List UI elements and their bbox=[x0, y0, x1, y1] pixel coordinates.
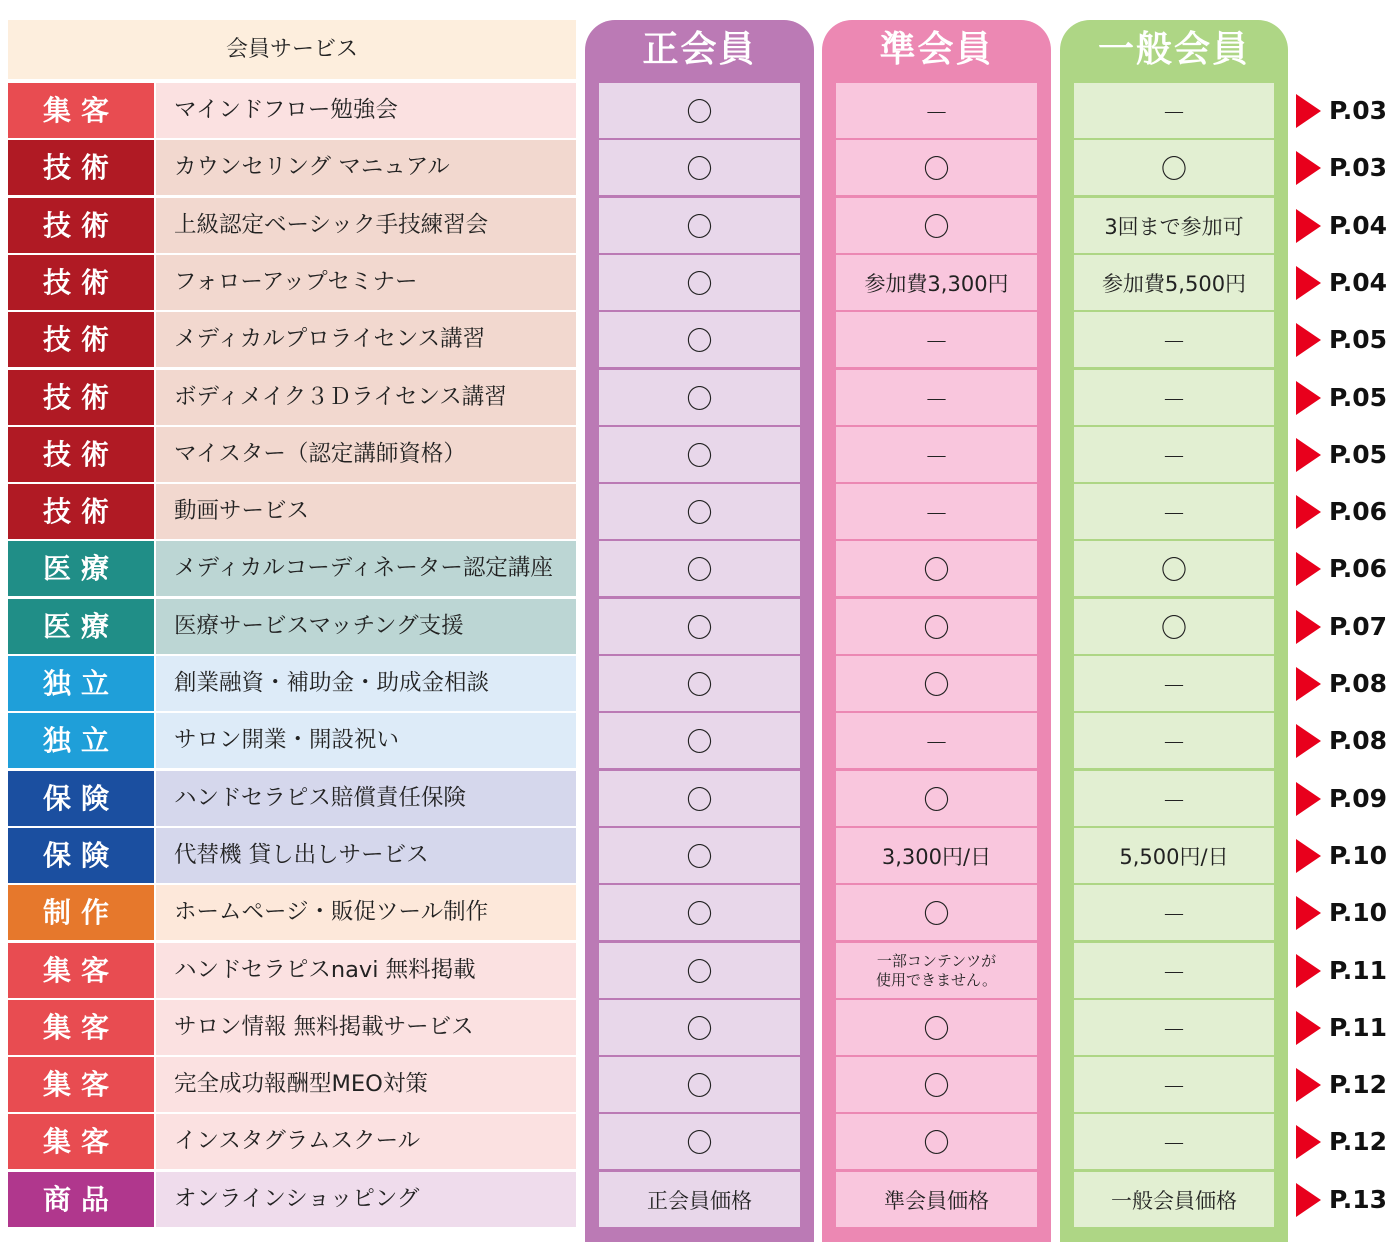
regular-member-cell: 〇 bbox=[599, 427, 800, 482]
service-name: 動画サービス bbox=[156, 484, 576, 539]
category-badge: 集客 bbox=[8, 83, 154, 138]
page-reference bbox=[1296, 83, 1396, 138]
page-number: P.10 bbox=[1329, 841, 1388, 870]
general-member-cell: 5,500円/日 bbox=[1074, 828, 1274, 883]
service-name: メディカルコーディネーター認定講座 bbox=[156, 541, 576, 596]
regular-member-cell: 〇 bbox=[599, 370, 800, 425]
regular-member-cell: 〇 bbox=[599, 140, 800, 195]
associate-member-heading: 準会員 bbox=[879, 29, 994, 70]
page-reference bbox=[1296, 828, 1396, 883]
category-badge: 集客 bbox=[8, 1057, 154, 1112]
page-reference bbox=[1296, 198, 1396, 253]
category-badge: 保険 bbox=[8, 828, 154, 883]
triangle-arrow-icon bbox=[1296, 954, 1321, 988]
regular-member-cell: 正会員価格 bbox=[599, 1172, 800, 1227]
triangle-arrow-icon bbox=[1296, 495, 1321, 529]
triangle-arrow-icon bbox=[1296, 896, 1321, 930]
service-name: 創業融資・補助金・助成金相談 bbox=[156, 656, 576, 711]
page-reference bbox=[1296, 427, 1396, 482]
associate-member-cell: 〇 bbox=[836, 541, 1037, 596]
page-number: P.03 bbox=[1329, 153, 1388, 182]
category-badge: 集客 bbox=[8, 943, 154, 998]
associate-member-cell: 〇 bbox=[836, 140, 1037, 195]
page-number: P.11 bbox=[1329, 956, 1388, 985]
page-number: P.06 bbox=[1329, 554, 1388, 583]
category-badge: 技術 bbox=[8, 140, 154, 195]
general-member-cell: － bbox=[1074, 943, 1274, 998]
triangle-arrow-icon bbox=[1296, 1125, 1321, 1159]
category-badge: 独立 bbox=[8, 713, 154, 768]
regular-member-cell: 〇 bbox=[599, 771, 800, 826]
service-name: 上級認定ベーシック手技練習会 bbox=[156, 198, 576, 253]
regular-member-heading: 正会員 bbox=[642, 29, 757, 70]
page-number: P.11 bbox=[1329, 1013, 1388, 1042]
category-badge: 集客 bbox=[8, 1114, 154, 1169]
page-reference bbox=[1296, 713, 1396, 768]
associate-member-cell: － bbox=[836, 713, 1037, 768]
triangle-arrow-icon bbox=[1296, 1183, 1321, 1217]
service-name: インスタグラムスクール bbox=[156, 1114, 576, 1169]
page-number: P.09 bbox=[1329, 784, 1388, 813]
page-reference bbox=[1296, 140, 1396, 195]
triangle-arrow-icon bbox=[1296, 438, 1321, 472]
page-number: P.07 bbox=[1329, 612, 1388, 641]
category-badge: 制作 bbox=[8, 885, 154, 940]
associate-member-cell: 〇 bbox=[836, 1000, 1037, 1055]
page-reference bbox=[1296, 255, 1396, 310]
regular-member-cell: 〇 bbox=[599, 1114, 800, 1169]
service-name: マインドフロー勉強会 bbox=[156, 83, 576, 138]
page-number: P.05 bbox=[1329, 440, 1388, 469]
regular-member-cell: 〇 bbox=[599, 828, 800, 883]
triangle-arrow-icon bbox=[1296, 209, 1321, 243]
associate-member-cell: 〇 bbox=[836, 599, 1037, 654]
service-name: ハンドセラピスnavi 無料掲載 bbox=[156, 943, 576, 998]
general-member-cell: 参加費5,500円 bbox=[1074, 255, 1274, 310]
triangle-arrow-icon bbox=[1296, 724, 1321, 758]
associate-member-cell: 〇 bbox=[836, 1057, 1037, 1112]
page-reference bbox=[1296, 484, 1396, 539]
page-number: P.05 bbox=[1329, 325, 1388, 354]
regular-member-cell: 〇 bbox=[599, 255, 800, 310]
regular-member-cell: 〇 bbox=[599, 1000, 800, 1055]
associate-member-cell: 〇 bbox=[836, 771, 1037, 826]
page-reference bbox=[1296, 1114, 1396, 1169]
page-reference bbox=[1296, 943, 1396, 998]
regular-member-cell: 〇 bbox=[599, 943, 800, 998]
triangle-arrow-icon bbox=[1296, 552, 1321, 586]
general-member-heading: 一般会員 bbox=[1097, 29, 1250, 70]
category-badge: 商品 bbox=[8, 1172, 154, 1227]
page-reference bbox=[1296, 656, 1396, 711]
general-member-cell: － bbox=[1074, 656, 1274, 711]
page-number: P.12 bbox=[1329, 1127, 1388, 1156]
general-member-cell: － bbox=[1074, 484, 1274, 539]
service-name: オンラインショッピング bbox=[156, 1172, 576, 1227]
regular-member-cell: 〇 bbox=[599, 541, 800, 596]
page-reference bbox=[1296, 312, 1396, 367]
service-name: 完全成功報酬型MEO対策 bbox=[156, 1057, 576, 1112]
category-badge: 独立 bbox=[8, 656, 154, 711]
page-reference bbox=[1296, 370, 1396, 425]
general-member-cell: 3回まで参加可 bbox=[1074, 198, 1274, 253]
page-reference bbox=[1296, 1172, 1396, 1227]
general-member-cell: 〇 bbox=[1074, 140, 1274, 195]
category-badge: 医療 bbox=[8, 599, 154, 654]
category-badge: 集客 bbox=[8, 1000, 154, 1055]
general-member-cell: － bbox=[1074, 885, 1274, 940]
service-name: サロン開業・開設祝い bbox=[156, 713, 576, 768]
page-number: P.12 bbox=[1329, 1070, 1388, 1099]
category-badge: 技術 bbox=[8, 427, 154, 482]
service-name: カウンセリング マニュアル bbox=[156, 140, 576, 195]
regular-member-cell: 〇 bbox=[599, 713, 800, 768]
associate-member-cell: 〇 bbox=[836, 656, 1037, 711]
regular-member-cell: 〇 bbox=[599, 599, 800, 654]
service-name: ボディメイク３Ｄライセンス講習 bbox=[156, 370, 576, 425]
page-reference bbox=[1296, 599, 1396, 654]
regular-member-cell: 〇 bbox=[599, 484, 800, 539]
general-member-cell: － bbox=[1074, 1000, 1274, 1055]
general-member-cell: － bbox=[1074, 83, 1274, 138]
page-reference bbox=[1296, 885, 1396, 940]
service-name: ホームページ・販促ツール制作 bbox=[156, 885, 576, 940]
general-member-cell: 一般会員価格 bbox=[1074, 1172, 1274, 1227]
general-member-cell: － bbox=[1074, 370, 1274, 425]
general-member-cell: － bbox=[1074, 1114, 1274, 1169]
category-badge: 保険 bbox=[8, 771, 154, 826]
service-header: 会員サービス bbox=[8, 20, 576, 79]
general-member-cell: － bbox=[1074, 1057, 1274, 1112]
category-badge: 技術 bbox=[8, 312, 154, 367]
triangle-arrow-icon bbox=[1296, 1068, 1321, 1102]
triangle-arrow-icon bbox=[1296, 151, 1321, 185]
associate-member-cell: － bbox=[836, 484, 1037, 539]
triangle-arrow-icon bbox=[1296, 323, 1321, 357]
associate-member-cell: 一部コンテンツが 使用できません。 bbox=[836, 943, 1037, 998]
associate-member-cell: － bbox=[836, 370, 1037, 425]
general-member-cell: 〇 bbox=[1074, 541, 1274, 596]
category-badge: 医療 bbox=[8, 541, 154, 596]
associate-member-cell: 3,300円/日 bbox=[836, 828, 1037, 883]
page-number: P.08 bbox=[1329, 726, 1388, 755]
page-number: P.06 bbox=[1329, 497, 1388, 526]
page-reference bbox=[1296, 1000, 1396, 1055]
category-badge: 技術 bbox=[8, 198, 154, 253]
triangle-arrow-icon bbox=[1296, 381, 1321, 415]
general-member-cell: － bbox=[1074, 427, 1274, 482]
regular-member-cell: 〇 bbox=[599, 1057, 800, 1112]
regular-member-cell: 〇 bbox=[599, 656, 800, 711]
triangle-arrow-icon bbox=[1296, 610, 1321, 644]
associate-member-cell: 〇 bbox=[836, 885, 1037, 940]
service-name: マイスター（認定講師資格） bbox=[156, 427, 576, 482]
associate-member-cell: 〇 bbox=[836, 198, 1037, 253]
triangle-arrow-icon bbox=[1296, 94, 1321, 128]
triangle-arrow-icon bbox=[1296, 667, 1321, 701]
general-member-cell: － bbox=[1074, 771, 1274, 826]
triangle-arrow-icon bbox=[1296, 782, 1321, 816]
category-badge: 技術 bbox=[8, 255, 154, 310]
associate-member-cell: － bbox=[836, 83, 1037, 138]
associate-member-cell: 〇 bbox=[836, 1114, 1037, 1169]
service-name: ハンドセラピス賠償責任保険 bbox=[156, 771, 576, 826]
regular-member-cell: 〇 bbox=[599, 83, 800, 138]
service-name: 代替機 貸し出しサービス bbox=[156, 828, 576, 883]
service-name: フォローアップセミナー bbox=[156, 255, 576, 310]
associate-member-cell: － bbox=[836, 312, 1037, 367]
page-number: P.04 bbox=[1329, 211, 1388, 240]
page-number: P.08 bbox=[1329, 669, 1388, 698]
page-number: P.13 bbox=[1329, 1185, 1388, 1214]
triangle-arrow-icon bbox=[1296, 266, 1321, 300]
page-number: P.04 bbox=[1329, 268, 1388, 297]
triangle-arrow-icon bbox=[1296, 1011, 1321, 1045]
service-name: メディカルプロライセンス講習 bbox=[156, 312, 576, 367]
general-member-cell: 〇 bbox=[1074, 599, 1274, 654]
service-name: サロン情報 無料掲載サービス bbox=[156, 1000, 576, 1055]
general-member-cell: － bbox=[1074, 713, 1274, 768]
page-number: P.05 bbox=[1329, 383, 1388, 412]
regular-member-cell: 〇 bbox=[599, 885, 800, 940]
page-reference bbox=[1296, 1057, 1396, 1112]
general-member-cell: － bbox=[1074, 312, 1274, 367]
page-number: P.03 bbox=[1329, 96, 1388, 125]
triangle-arrow-icon bbox=[1296, 839, 1321, 873]
regular-member-cell: 〇 bbox=[599, 198, 800, 253]
associate-member-cell: 準会員価格 bbox=[836, 1172, 1037, 1227]
category-badge: 技術 bbox=[8, 370, 154, 425]
service-name: 医療サービスマッチング支援 bbox=[156, 599, 576, 654]
page-reference bbox=[1296, 541, 1396, 596]
regular-member-cell: 〇 bbox=[599, 312, 800, 367]
page-reference bbox=[1296, 771, 1396, 826]
associate-member-cell: － bbox=[836, 427, 1037, 482]
page-number: P.10 bbox=[1329, 898, 1388, 927]
associate-member-cell: 参加費3,300円 bbox=[836, 255, 1037, 310]
category-badge: 技術 bbox=[8, 484, 154, 539]
